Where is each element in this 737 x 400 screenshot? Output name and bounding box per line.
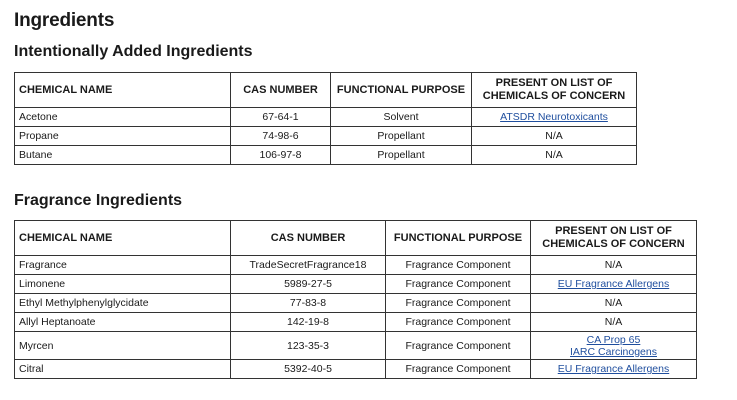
concern-cell xyxy=(531,360,697,379)
table-header-row xyxy=(15,73,637,108)
concern-cell: N/A xyxy=(472,127,637,146)
cas-number-cell: 67-64-1 xyxy=(231,108,331,127)
table-row xyxy=(15,332,697,360)
table-row xyxy=(15,313,697,332)
chemical-name-cell: Ethyl Methylphenylglycidate xyxy=(15,294,231,313)
functional-purpose-cell: Propellant xyxy=(331,127,472,146)
cas-number-cell: 77-83-8 xyxy=(231,294,386,313)
intentional-ingredients-heading: Intentionally Added Ingredients xyxy=(14,43,253,60)
chemical-name-cell: Myrcen xyxy=(15,332,231,360)
chemical-name-cell: Allyl Heptanoate xyxy=(15,313,231,332)
concern-link[interactable]: ATSDR Neurotoxicants xyxy=(500,111,608,123)
column-header-cas-number: CAS NUMBER xyxy=(231,221,386,256)
cas-number-cell: 5989-27-5 xyxy=(231,275,386,294)
column-header-cas-number: CAS NUMBER xyxy=(231,73,331,108)
table-row xyxy=(15,275,697,294)
chemical-name-cell: Limonene xyxy=(15,275,231,294)
functional-purpose-cell: Solvent xyxy=(331,108,472,127)
chemical-name-cell: Citral xyxy=(15,360,231,379)
concern-cell xyxy=(531,332,697,360)
cas-number-cell: 5392-40-5 xyxy=(231,360,386,379)
concern-link[interactable]: IARC Carcinogens xyxy=(570,345,657,358)
functional-purpose-cell: Fragrance Component xyxy=(386,360,531,379)
table-header-row xyxy=(15,221,697,256)
table-row xyxy=(15,146,637,165)
concern-cell: N/A xyxy=(531,313,697,332)
concern-link[interactable]: CA Prop 65 xyxy=(586,333,641,346)
cas-number-cell: TradeSecretFragrance18 xyxy=(231,256,386,275)
table-row xyxy=(15,294,697,313)
functional-purpose-cell: Fragrance Component xyxy=(386,256,531,275)
column-header-functional-purpose: FUNCTIONAL PURPOSE xyxy=(386,221,531,256)
cas-number-cell: 123-35-3 xyxy=(231,332,386,360)
table-row xyxy=(15,256,697,275)
column-header-chemicals-of-concern: PRESENT ON LIST OF CHEMICALS OF CONCERN xyxy=(472,73,637,108)
column-header-chemical-name: CHEMICAL NAME xyxy=(15,221,231,256)
table-row xyxy=(15,360,697,379)
column-header-chemical-name: CHEMICAL NAME xyxy=(15,73,231,108)
fragrance-ingredients-heading: Fragrance Ingredients xyxy=(14,192,183,209)
column-header-chemicals-of-concern: PRESENT ON LIST OF CHEMICALS OF CONCERN xyxy=(531,221,697,256)
concern-link[interactable]: EU Fragrance Allergens xyxy=(557,278,670,290)
cas-number-cell: 142-19-8 xyxy=(231,313,386,332)
functional-purpose-cell: Fragrance Component xyxy=(386,275,531,294)
functional-purpose-cell: Fragrance Component xyxy=(386,313,531,332)
chemical-name-cell: Fragrance xyxy=(15,256,231,275)
functional-purpose-cell: Fragrance Component xyxy=(386,332,531,360)
chemical-name-cell: Propane xyxy=(15,127,231,146)
cas-number-cell: 106-97-8 xyxy=(231,146,331,165)
concern-cell xyxy=(531,275,697,294)
concern-link[interactable]: EU Fragrance Allergens xyxy=(557,363,670,375)
functional-purpose-cell: Fragrance Component xyxy=(386,294,531,313)
fragrance-ingredients-table xyxy=(14,220,697,379)
concern-cell: N/A xyxy=(472,146,637,165)
column-header-functional-purpose: FUNCTIONAL PURPOSE xyxy=(331,73,472,108)
chemical-name-cell: Acetone xyxy=(15,108,231,127)
concern-cell: N/A xyxy=(531,256,697,275)
concern-cell: N/A xyxy=(531,294,697,313)
table-row xyxy=(15,108,637,127)
intentional-ingredients-table xyxy=(14,72,637,165)
chemical-name-cell: Butane xyxy=(15,146,231,165)
concern-cell xyxy=(472,108,637,127)
page-title: Ingredients xyxy=(14,10,115,31)
functional-purpose-cell: Propellant xyxy=(331,146,472,165)
cas-number-cell: 74-98-6 xyxy=(231,127,331,146)
table-row xyxy=(15,127,637,146)
